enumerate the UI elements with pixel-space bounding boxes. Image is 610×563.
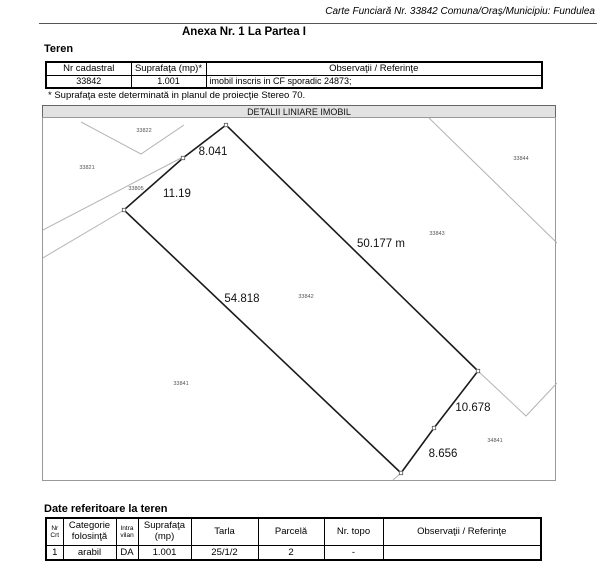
cell-tarla: 25/1/2 [191, 545, 258, 560]
carte-funciara-header: Carte Funciară Nr. 33842 Comuna/Oraş/Municipiu: Fundulea [325, 6, 595, 17]
map-title-bar: DETALII LINIARE IMOBIL [42, 105, 556, 118]
vertex-marker [399, 471, 402, 474]
cell-observatii: imobil inscris in CF sporadic 24873; [206, 75, 542, 88]
edge-label-50177: 50.177 m [357, 238, 405, 250]
edge-label-8041: 8.041 [198, 146, 228, 158]
stereo70-footnote: * Suprafaţa este determinată in planul de proiecţie Stereo 70. [48, 90, 306, 101]
cell-nr-cadastral: 33842 [46, 75, 131, 88]
col-header-observatii: Observaţii / Referinţe [206, 62, 542, 75]
anexa-title: Anexa Nr. 1 La Partea I [181, 26, 306, 38]
table-row [46, 75, 542, 88]
col-header-categorie: Categorie folosinţă [63, 518, 116, 545]
parcel-label-33805: 33805 [128, 186, 144, 192]
cell-nr-crt: 1 [46, 545, 63, 560]
cell-intravilan: DA [116, 545, 138, 560]
cell-parcela: 2 [258, 545, 324, 560]
vertex-marker [122, 208, 125, 211]
edge-label-54818: 54.818 [224, 293, 260, 305]
cell-categorie: arabil [63, 545, 116, 560]
col-header-intravilan: Intra vilan [116, 518, 138, 545]
col-header-observatii: Observaţii / Referinţe [383, 518, 541, 545]
cell-observatii [383, 545, 541, 560]
parcel-label-33841: 33841 [173, 381, 189, 387]
cell-nr-topo: - [324, 545, 383, 560]
vertex-marker [432, 426, 435, 429]
col-header-nr-crt: Nr Crt [46, 518, 63, 545]
parcel-label-34841: 34841 [487, 438, 503, 444]
edge-label-10678: 10.678 [455, 402, 491, 414]
cell-suprafata: 1.001 [131, 75, 206, 88]
col-header-tarla: Tarla [191, 518, 258, 545]
table-header-row [46, 518, 541, 545]
cell-suprafata: 1.001 [138, 545, 191, 560]
vertex-marker [224, 123, 227, 126]
col-header-nr-cadastral: Nr cadastral [46, 62, 131, 75]
edge-length-labels [163, 146, 491, 460]
col-header-parcela: Parcelă [258, 518, 324, 545]
table-header-row [46, 62, 542, 75]
date-referitoare-title: Date referitoare la teren [44, 503, 168, 515]
table-row [46, 545, 541, 560]
cadastral-map [42, 117, 556, 481]
vertex-marker [476, 369, 479, 372]
parcel-label-33842-inside: 33842 [298, 294, 314, 300]
parcel-label-33822: 33822 [136, 128, 152, 134]
col-header-suprafata: Suprafaţa (mp) [138, 518, 191, 545]
parcel-label-33844: 33844 [513, 156, 529, 162]
section-title-teren: Teren [44, 43, 74, 55]
cadastral-map-svg [43, 118, 557, 480]
header-divider [39, 23, 597, 24]
date-teren-table [45, 517, 542, 561]
col-header-nr-topo: Nr. topo [324, 518, 383, 545]
col-header-suprafata: Suprafaţa (mp)* [131, 62, 206, 75]
vertex-marker [181, 156, 184, 159]
edge-label-8656: 8.656 [428, 448, 458, 460]
edge-label-1119: 11.19 [163, 188, 191, 200]
parcel-label-33843: 33843 [429, 231, 445, 237]
teren-summary-table [45, 61, 543, 89]
parcel-label-33821: 33821 [79, 165, 95, 171]
